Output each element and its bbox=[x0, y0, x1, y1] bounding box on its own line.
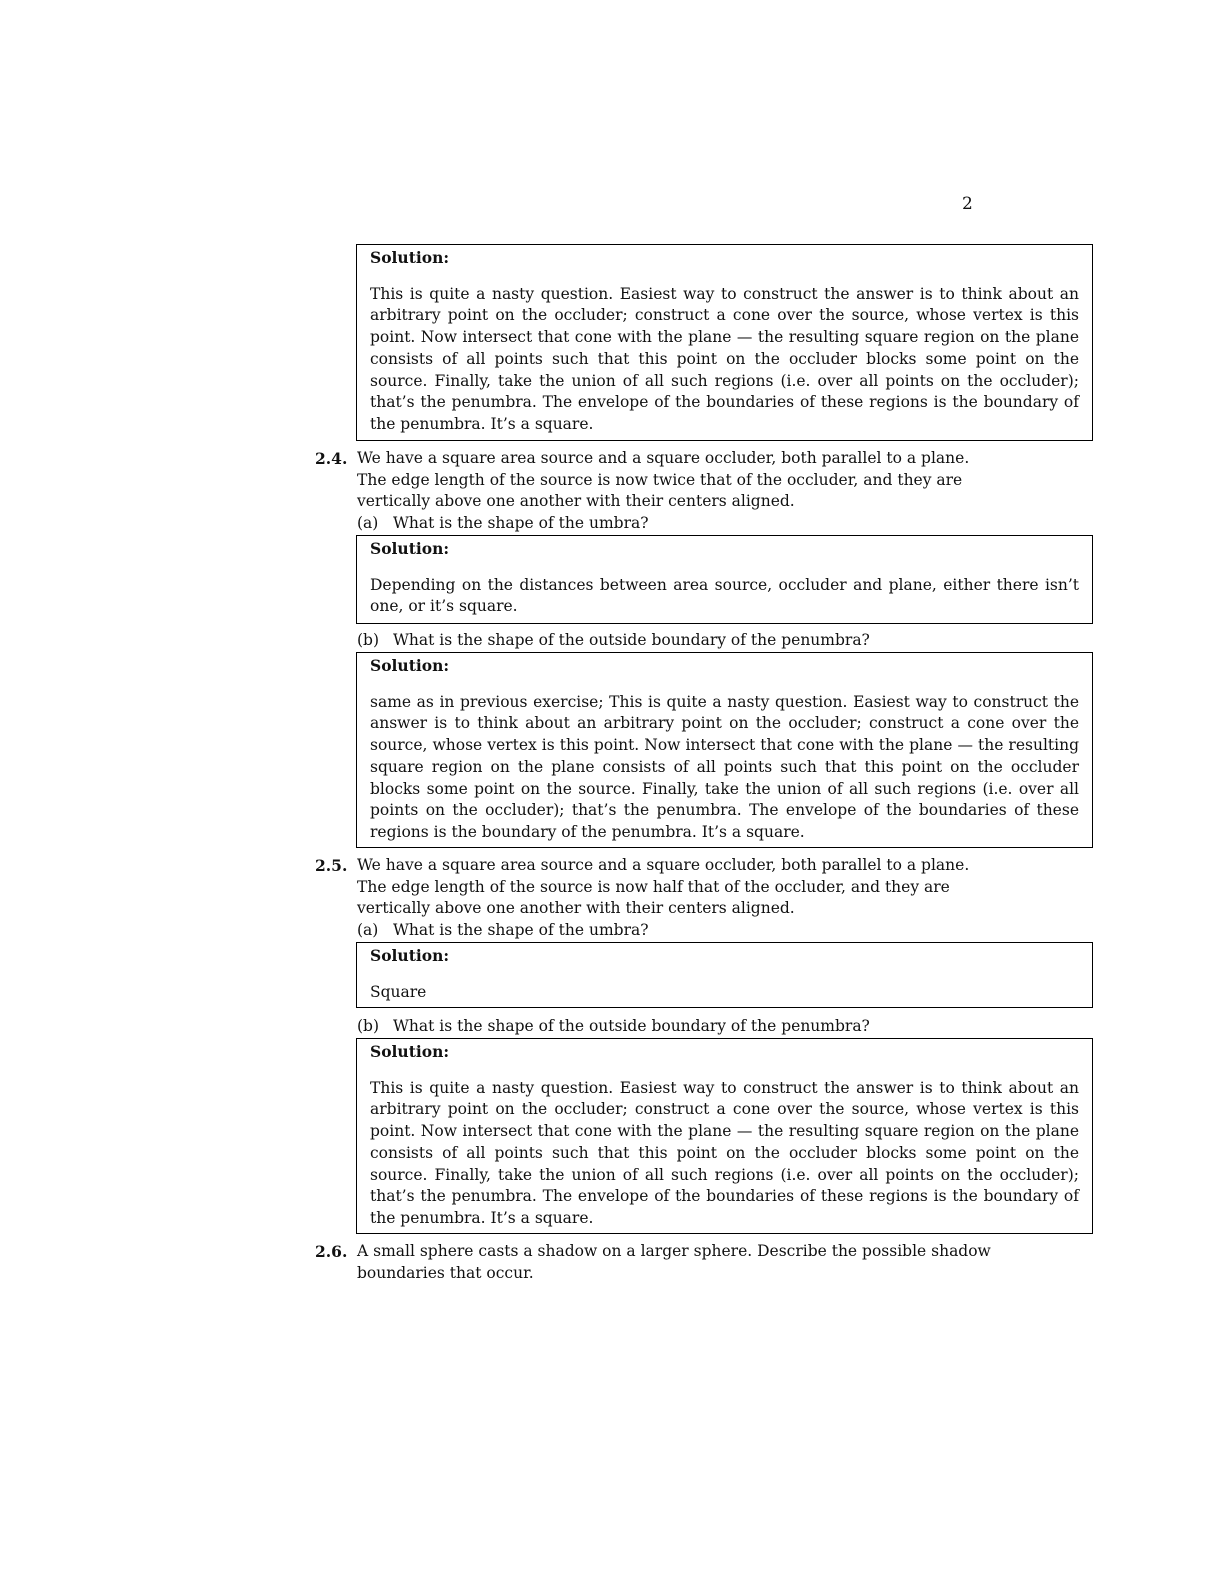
subquestion-b bbox=[357, 1016, 870, 1038]
subquestion-b bbox=[357, 630, 870, 652]
problem-text-line: The edge length of the source is now twice that of the occluder, and they are bbox=[357, 470, 963, 489]
problem-text-line: We have a square area source and a square occluder, both parallel to a plane. bbox=[357, 449, 970, 467]
subquestion-label: (b) bbox=[357, 1017, 380, 1035]
solution-box bbox=[356, 1038, 1093, 1234]
page-number: 2 bbox=[962, 194, 973, 214]
subquestion-label: (a) bbox=[357, 921, 379, 939]
solution-text: Depending on the distances between area source, occluder and plane, either there isn’t one, or it’s square. bbox=[370, 575, 1079, 616]
solution-heading: Solution: bbox=[370, 946, 450, 965]
solution-heading: Solution: bbox=[370, 1042, 450, 1061]
problem-number: 2.6. bbox=[315, 1242, 348, 1261]
problem-2-4 bbox=[315, 448, 1015, 513]
solution-text: This is quite a nasty question. Easiest way to construct the answer is to think about an arbitrary point on the occluder; construct a cone over the source, whose vertex is this point. Now intersect that cone with the plane — the resulting square region on the plane consists of all points such that this point on the occluder blocks some point on the source. Finally, take the union of all such regions (i.e. over all points on the occluder); that’s the penumbra. The envelope of the boundaries of these regions is the boundary of the penumbra. It’s a square. bbox=[370, 284, 1079, 433]
subquestion-text: What is the shape of the umbra? bbox=[393, 921, 649, 939]
problem-text-line: vertically above one another with their centers aligned. bbox=[357, 899, 795, 918]
solution-box bbox=[356, 535, 1093, 624]
problem-text-line: The edge length of the source is now half that of the occluder, and they are bbox=[357, 877, 950, 896]
solution-heading: Solution: bbox=[370, 656, 450, 675]
subquestion-a bbox=[357, 920, 649, 942]
subquestion-text: What is the shape of the outside boundary of the penumbra? bbox=[393, 1017, 870, 1035]
solution-heading: Solution: bbox=[370, 539, 450, 558]
subquestion-text: What is the shape of the umbra? bbox=[393, 514, 649, 532]
subquestion-a bbox=[357, 513, 649, 535]
subquestion-label: (a) bbox=[357, 514, 379, 532]
subquestion-text: What is the shape of the outside boundary of the penumbra? bbox=[393, 631, 870, 649]
solution-box bbox=[356, 942, 1093, 1008]
problem-text-line: vertically above one another with their centers aligned. bbox=[357, 492, 795, 511]
problem-2-5 bbox=[315, 855, 1015, 920]
solution-box bbox=[356, 244, 1093, 441]
problem-number: 2.5. bbox=[315, 856, 348, 875]
solution-box bbox=[356, 652, 1093, 848]
solution-heading: Solution: bbox=[370, 248, 450, 267]
problem-text-line: A small sphere casts a shadow on a larger sphere. Describe the possible shadow bbox=[357, 1242, 991, 1260]
problem-number: 2.4. bbox=[315, 449, 348, 468]
solution-text: This is quite a nasty question. Easiest way to construct the answer is to think about an arbitrary point on the occluder; construct a cone over the source, whose vertex is this point. Now intersect that cone with the plane — the resulting square region on the plane consists of all points such that this point on the occluder blocks some point on the source. Finally, take the union of all such regions (i.e. over all points on the occluder); that’s the penumbra. The envelope of the boundaries of these regions is the boundary of the penumbra. It’s a square. bbox=[370, 1078, 1079, 1227]
solution-text: same as in previous exercise; This is quite a nasty question. Easiest way to construct the answer is to think about an arbitrary point on the occluder; construct a cone over the source, whose vertex is this point. Now intersect that cone with the plane — the resulting square region on the plane consists of all points such that this point on the occluder blocks some point on the source. Finally, take the union of all such regions (i.e. over all points on the occluder); that’s the penumbra. The envelope of the boundaries of these regions is the boundary of the penumbra. It’s a square. bbox=[370, 692, 1079, 841]
problem-text-line: boundaries that occur. bbox=[357, 1263, 534, 1282]
problem-2-6 bbox=[315, 1241, 1015, 1284]
subquestion-label: (b) bbox=[357, 631, 380, 649]
problem-text-line: We have a square area source and a square occluder, both parallel to a plane. bbox=[357, 856, 970, 874]
solution-text: Square bbox=[370, 982, 427, 1001]
